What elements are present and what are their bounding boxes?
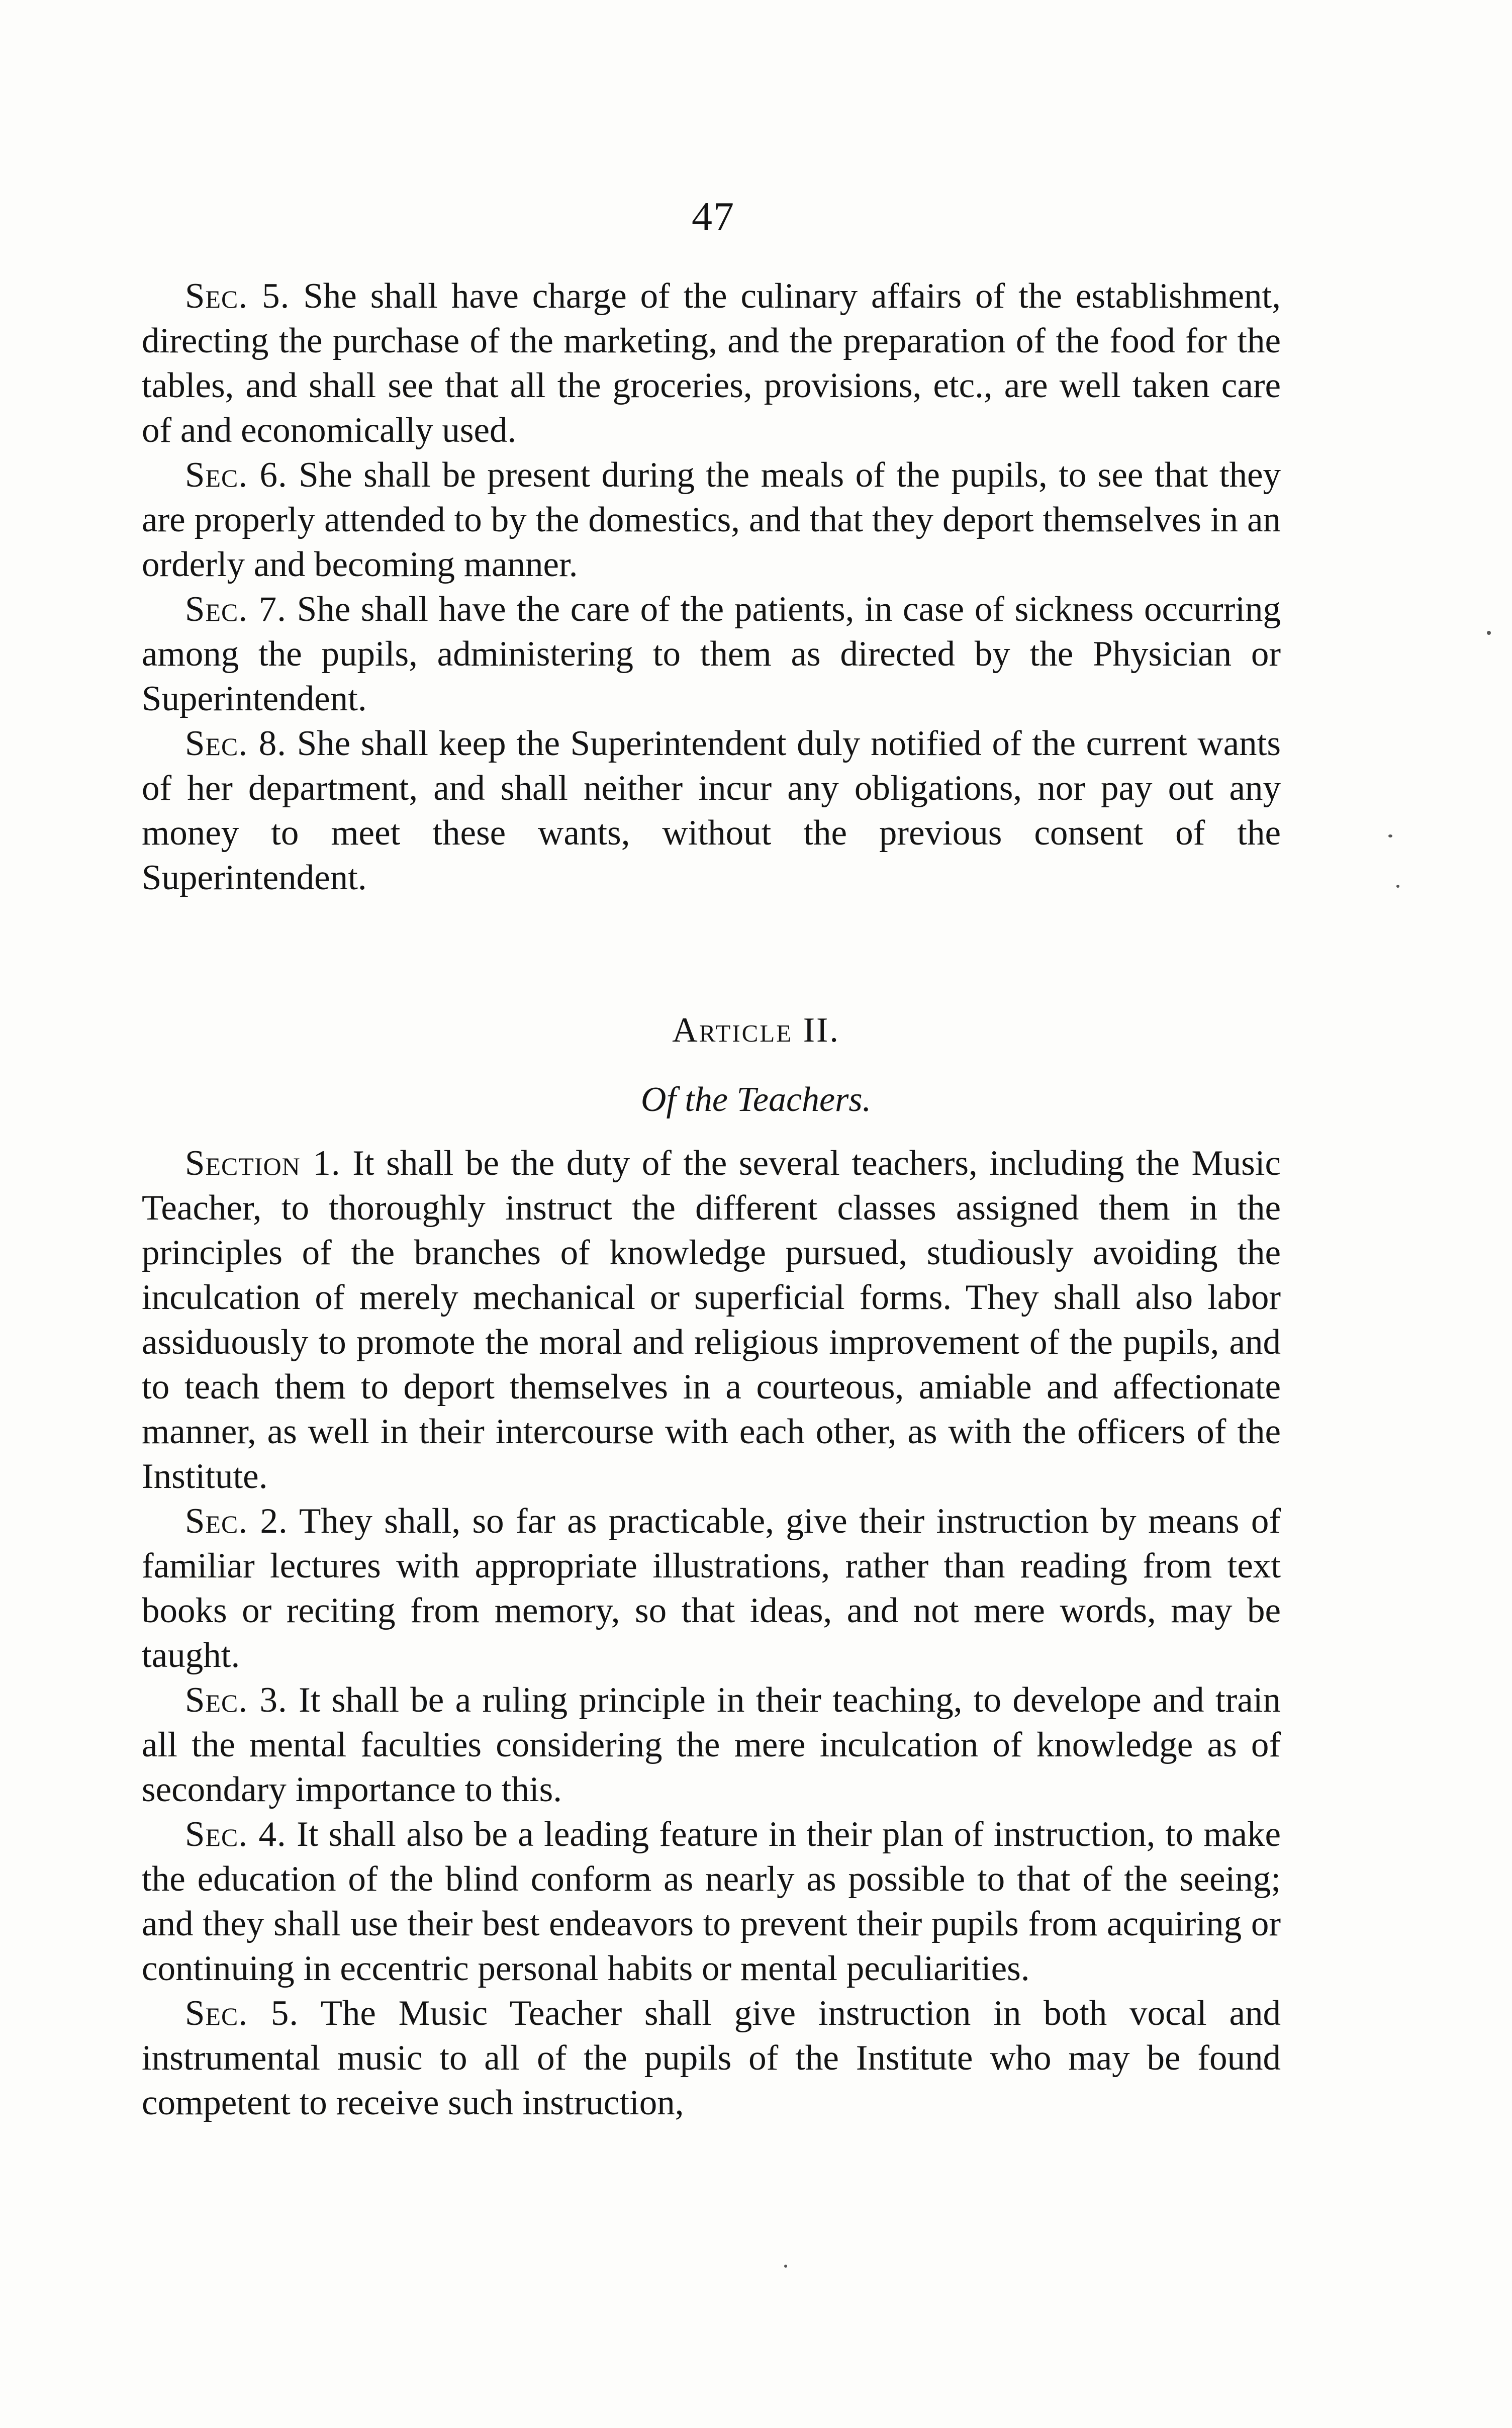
section-paragraph <box>142 721 1281 900</box>
section-text: She shall have charge of the culinary affairs of the establishment, directing the purchase of the marketing, and the preparation of the food for the tables, and shall see that all the groceries, provisions, etc., are well taken care of and economically used. <box>142 276 1281 450</box>
article-two-body <box>142 1141 1281 2125</box>
print-speck <box>1396 885 1399 888</box>
section-label: Sec. 8. <box>185 724 287 763</box>
print-speck <box>1388 834 1392 837</box>
section-text: They shall, so far as practicable, give their instruction by means of familiar lectures with appropriate illustrations, rather than reading from text books or reciting from memory, so that ideas, and not mere words, may be taught. <box>142 1502 1281 1675</box>
section-label: Sec. 6. <box>185 455 288 495</box>
section-text: She shall keep the Superintendent duly notified of the current wants of her department, and shall neither incur any obligations, nor pay out any money to meet these wants, without the previous consent of the Superintendent. <box>142 724 1281 897</box>
section-label: Sec. 5. <box>185 276 290 316</box>
section-paragraph <box>142 587 1281 721</box>
section-paragraph <box>142 1812 1281 1991</box>
section-paragraph <box>142 1678 1281 1812</box>
section-text: She shall be present during the meals of the pupils, to see that they are properly attended to by the domestics, and that they deport themselves in an orderly and becoming manner. <box>142 455 1281 584</box>
section-text: She shall have the care of the patients, in case of sickness occurring among the pupils, administering to them as directed by the Physician or Superintendent. <box>142 590 1281 718</box>
section-text: It shall also be a leading feature in their plan of instruction, to make the education of the blind conform as nearly as possible to that of the seeing; and they shall use their best endeavors to prevent their pupils from acquiring or continuing in eccentric personal habits or mental peculiarities. <box>142 1815 1281 1988</box>
section-label: Sec. 5. <box>185 1994 299 2033</box>
section-label: Sec. 4. <box>185 1815 287 1854</box>
section-paragraph <box>142 274 1281 453</box>
section-text: It shall be the duty of the several teachers, including the Music Teacher, to thoroughly instruct the different classes assigned them in the principles of the branches of knowledge pursued, studiously avoiding the inculcation of merely mechanical or superficial forms. They shall also labor assiduously to promote the moral and religious improvement of the pupils, and to teach them to deport themselves in a courteous, amiable and affectionate manner, as well in their intercourse with each other, as with the officers of the Institute. <box>142 1144 1281 1496</box>
section-label: Sec. 7. <box>185 590 287 629</box>
section-label: Section 1. <box>185 1144 341 1183</box>
print-speck <box>784 2265 787 2268</box>
page-number: 47 <box>692 194 735 239</box>
article-heading: Article II. <box>672 1011 840 1050</box>
section-paragraph <box>142 453 1281 587</box>
section-label: Sec. 3. <box>185 1680 288 1720</box>
section-label: Sec. 2. <box>185 1502 288 1541</box>
article-subheading: Of the Teachers. <box>640 1080 872 1119</box>
section-paragraph <box>142 1499 1281 1678</box>
article-one-continuation <box>142 274 1281 900</box>
section-paragraph <box>142 1991 1281 2125</box>
section-paragraph <box>142 1141 1281 1499</box>
print-speck <box>1487 631 1491 635</box>
section-text: The Music Teacher shall give instruction in both vocal and instrumental music to all of the pupils of the Institute who may be found competent to receive such instruction, <box>142 1994 1281 2122</box>
section-text: It shall be a ruling principle in their teaching, to develope and train all the mental faculties considering the mere inculcation of knowledge as of secondary importance to this. <box>142 1680 1281 1809</box>
